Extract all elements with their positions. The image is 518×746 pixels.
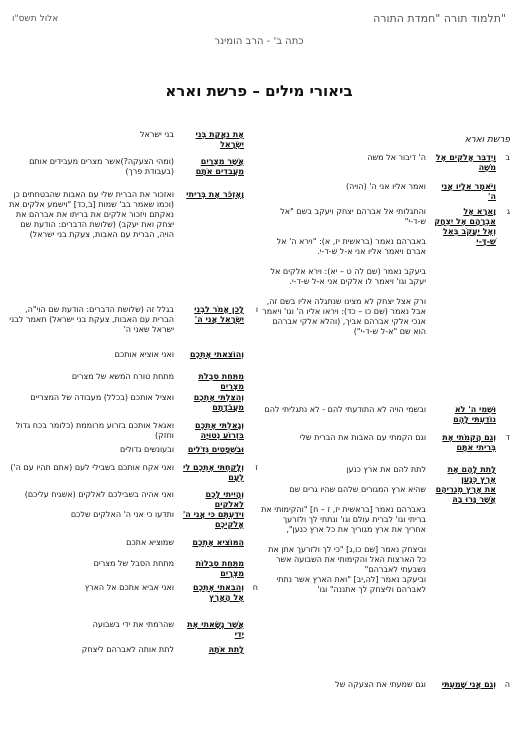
verse-term: הַמּוֹצִיא אֶתְכֶם [192, 538, 244, 547]
verse-explanation: ובעונשים גדולים [120, 445, 174, 454]
verse-term: לָכֵן אֱמֹר לִבְנֵי יִשְׂרָאֵל אֲנִי ה' [194, 305, 244, 324]
verse-term: וְגָאַלְתִּי אֶתְכֶם בִּזְרוֹעַ נְטוּיָה [195, 421, 244, 440]
verse-number: ו [255, 305, 258, 314]
verse-explanation: ואני אהיה בשבילכם לאלקים (אשגיח עליכם) [24, 490, 174, 499]
verse-term: וְהָיִיתִי לָכֶם לֵאלֹקִים [205, 490, 244, 509]
verse-number: ד [505, 433, 510, 442]
verse-term: וַיֹּאמֶר אֵלָיו אֲנִי ה' [441, 182, 496, 201]
verse-term: וּשְׁמִי ה' לֹא נוֹדַעְתִּי לָהֶם [453, 405, 496, 424]
verse-explanation: שהרמתי את ידי בשבועה [92, 620, 174, 629]
verse-term: וּבִשְׁפָטִים גְּדֹלִים [187, 445, 244, 454]
verse-explanation: וגם הקמתי עם האבות את הברית שלי [299, 433, 426, 442]
verse-explanation: ה' דיבור אל משה [367, 153, 426, 162]
school-name: תלמוד תורה "חמדת התורה" [373, 12, 506, 25]
verse-explanation: ואמר אליו אני ה' (הויה) [346, 182, 426, 191]
verse-term: מִתַּחַת סִבְלוֹת מִצְרָיִם [195, 559, 244, 578]
verse-explanation: והתגלותי אל אברהם יצחק ויעקב בשם "אל ש-ד-י" באברהם נאמר (בראשית יז, א): "וירא ה' אל אברם ויאמר אליו אני א-ל ש-ד-י. ביעקב נאמר (שם לה ט – יא): וירא אלקים אל יעקב וגו' ויאמר לו אלקים אני א-ל ש-ד-י. ורק אצל יצחק לא מצינו שנתגלה אליו בשם זה, אבל נאמר (שם כו – כד): ויראו אליו ה' וגו' ויאמר אנכי אלקי אברהם אביך, (והלא אלקי אברהם הוא שם "א-ל ש-ד-י") [262, 207, 426, 336]
verse-explanation: בני ישראל [139, 130, 174, 139]
verse-explanation: (ומהי הצעקה?)אשר מצרים מעבידים אותם (בעבודת פרך) [29, 157, 174, 176]
verse-explanation: ואציל אותכם (בכלל) מעבודה של המצריים [30, 393, 174, 402]
verse-explanation: מתחת הסבל של מצרים [93, 559, 174, 568]
verse-term: וְהוֹצֵאתִי אֶתְכֶם [189, 350, 244, 359]
verse-term: וְהִצַּלְתִּי אֶתְכֶם מֵעֲבֹדָתָם [193, 393, 244, 412]
verse-term: לָתֵת לָהֶם אֶת אֶרֶץ כְּנָעַן [447, 465, 496, 484]
verse-number: ח [252, 583, 258, 592]
verse-term: אֲשֶׁר נָשָׂאתִי אֶת יָדִי [187, 620, 244, 639]
verse-number: ז [255, 463, 258, 472]
parsha-label: פרשת וארא [464, 135, 510, 145]
verse-explanation: ואני אקח אותכם בשבילי לעם (אתם תהיו עם ה') [10, 463, 174, 472]
verse-explanation: ובשמי הויה לא התודעתי להם - לא נתגליתי להם [264, 405, 426, 414]
verse-term: וְהֵבֵאתִי אֶתְכֶם אֶל הָאָרֶץ [193, 583, 244, 602]
verse-explanation: לתת אותה לאברהם ליצחק [81, 645, 174, 654]
date-label: אלול תשס"ו [12, 14, 59, 24]
verse-explanation: ותדעו כי אני ה' האלקים שלכם [70, 510, 174, 519]
verse-number: ג [506, 207, 510, 216]
verse-term: אֶת נַאֲקַת בְּנֵי יִשְׂרָאֵל [195, 130, 244, 149]
verse-explanation: וגם שמעתי את הצעקה של [335, 680, 426, 689]
verse-explanation: ואני אוציא אותכם [114, 350, 174, 359]
verse-explanation: מתחת טורח המשא של מצרים [71, 372, 174, 381]
verse-term: וָאֵרָא אֶל אַבְרָהָם אֶל יִצְחָק וְאֶל יַעֲקֹב בְּאֵל שַׁ-דָּ-י [434, 207, 496, 246]
page-title: ביאורי מילים – פרשת וארא [165, 82, 353, 100]
page-header [0, 10, 518, 54]
verse-term: וְלָקַחְתִּי אֶתְכֶם לִי לְעָם [183, 463, 244, 482]
verse-explanation: שמוציא אתכם [126, 538, 174, 547]
verse-explanation: ואני אביא אתכם אל הארץ [84, 583, 174, 592]
verse-term: וַיְדַבֵּר אֱלֹקִים אֶל מֹשֶׁה [435, 153, 496, 172]
verse-explanation: ואגאל אותכם בזרוע מרוממת (כלומר בכח גדול וחזק) [15, 421, 174, 440]
class-teacher: כתה ב' - הרב הומינר [214, 36, 304, 47]
verse-term: וְגַם אֲנִי שָׁמַעְתִּי [441, 680, 496, 689]
verse-number: ה [504, 680, 510, 689]
verse-term: לָתֵת אֹתָהּ [208, 645, 244, 654]
verse-term: וִידַעְתֶּם כִּי אֲנִי ה' אֱלֹקֵיכֶם [182, 510, 244, 529]
verse-explanation: ואזכור את הברית שלי עם האבות שהבטחתים כן (וכמו שאמר בב' שמות [ב,כד] "וישמע אלקים את נאקתם ויזכור אלקים את בריתו את אברהם את יצחק ואת יעקב) (שלושת הדברים: הודעת שם הויה, הברית עם האבות, צעקת בני ישראל) [9, 190, 174, 239]
right-column [260, 125, 510, 735]
verse-explanation: שהיא ארץ המגורים שלהם שהיו גרים שם באברהם נאמר [בראשית יז, ז – ח] "והקימותי את בריתי וגו' לברית עולם וגו' ונתתי לך ולזרעך אחריך את ארץ מגוריך את כל ארץ כנען", וביצחק נאמר [שם כו,ג] "כי לך ולזרעך אתן את כל הארצות האל והקימותי את השבועה אשר נשבעתי לאברהם" וביעקב נאמר [לה,יב] "ואת הארץ אשר נתתי לאברהם וליצחק לך אתננה" וגו' [261, 485, 426, 594]
verse-term: וְגַם הֲקִמֹתִי אֶת בְּרִיתִי אִתָּם [442, 433, 496, 452]
left-column [8, 125, 258, 735]
verse-explanation: בגלל זה (שלושת הדברים: הודעת שם הוי"ה, הברית עם האבות, צעקת בני ישראל) תאמר לבני ישראל שאני ה' [9, 305, 174, 334]
verse-number: ב [505, 153, 510, 162]
verse-term: וָאֶזְכֹּר אֶת בְּרִיתִי [186, 190, 244, 199]
verse-term: אֲשֶׁר מִצְרַיִם מַעֲבִדִים אֹתָם [195, 157, 244, 176]
verse-term: מִתַּחַת סִבְלֹת מִצְרַיִם [198, 372, 244, 391]
verse-term: אֵת אֶרֶץ מְגֻרֵיהֶם אֲשֶׁר גָּרוּ בָהּ [435, 485, 496, 504]
verse-explanation: לתת להם את ארץ כנען [346, 465, 426, 474]
